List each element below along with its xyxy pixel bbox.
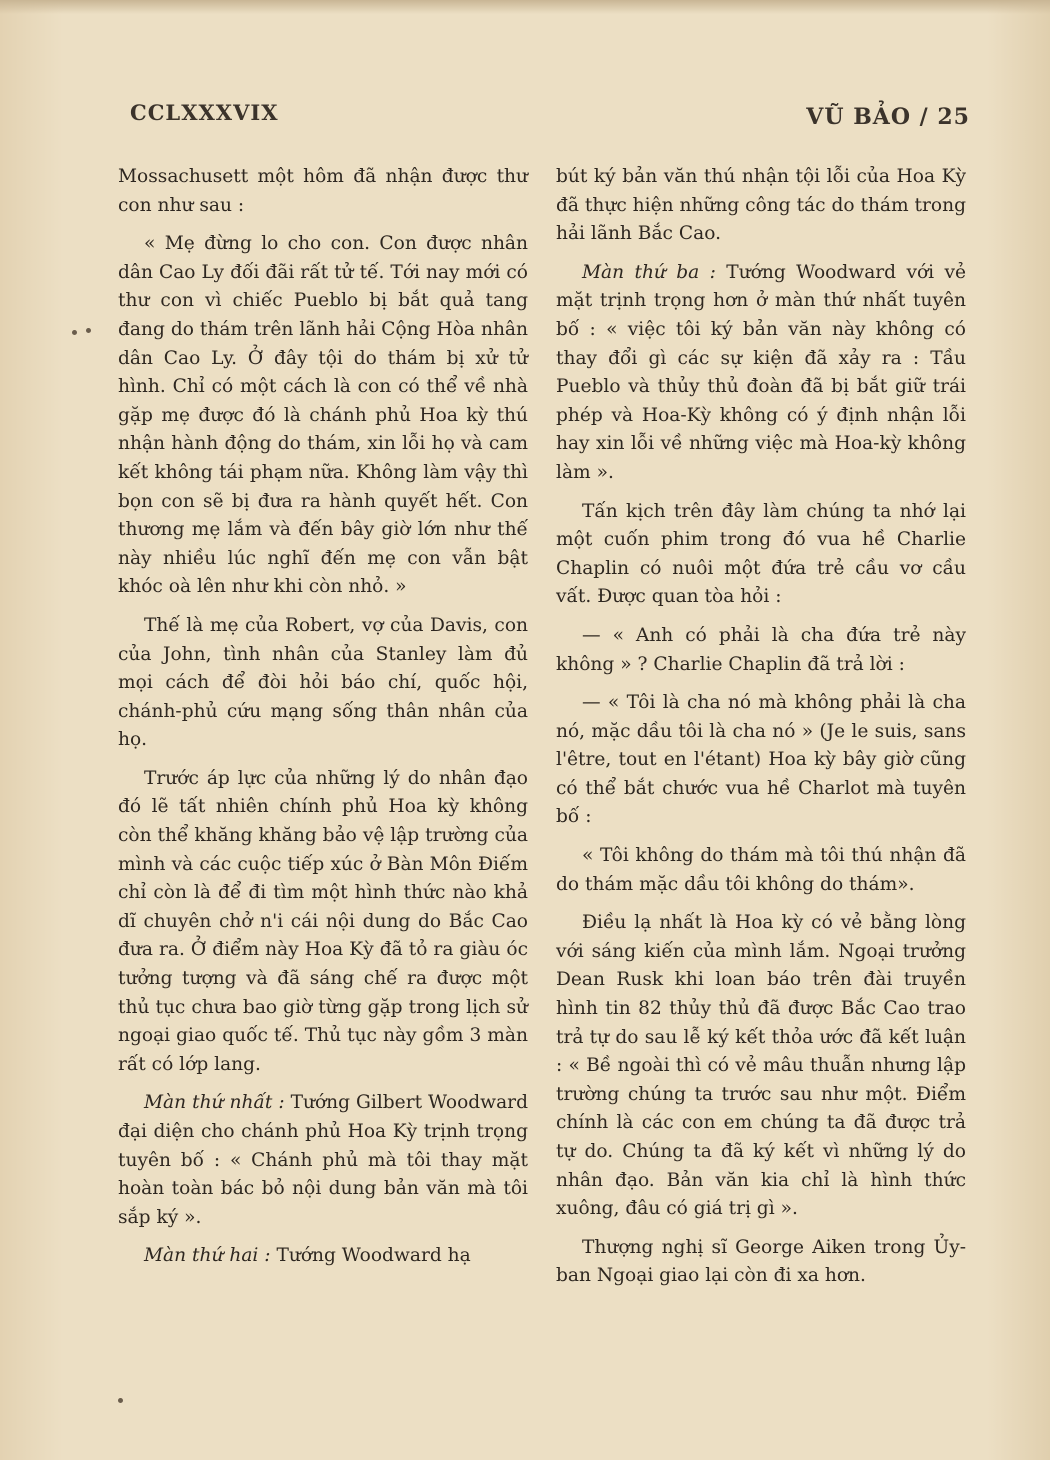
ink-speck xyxy=(72,330,77,335)
right-column xyxy=(556,163,966,1301)
header-code: CCLXXXVIX xyxy=(130,100,279,125)
running-title: VŨ BẢO / 25 xyxy=(806,104,970,130)
paragraph: Tấn kịch trên đây làm chúng ta nhớ lại một cuốn phim trong đó vua hề Charlie Chaplin có nuôi một đứa trẻ cầu vơ cầu vất. Được quan tòa hỏi : xyxy=(556,500,966,608)
act-label: Màn thứ ba : xyxy=(582,261,716,283)
paragraph: Điều lạ nhất là Hoa kỳ có vẻ bằng lòng với sáng kiến của mình lắm. Ngoại trưởng Dean Rusk khi loan báo trên đài truyền hình tin 82 thủy thủ đã được Bắc Cao trao trả tự do sau lễ ký kết thỏa ước đã kết luận : « Bề ngoài thì có vẻ mâu thuẫn nhưng lập trường chúng ta trước sau như một. Điểm chính là các con em chúng ta đã được trả tự do. Chúng ta đã ký kết vì những lý do nhân đạo. Bản văn kia chỉ là hình thức xuông, đâu có giá trị gì ». xyxy=(556,912,966,1220)
paragraph: Thế là mẹ của Robert, vợ của Davis, con của John, tình nhân của Stanley làm đủ mọi cách để đòi hỏi báo chí, quốc hội, chánh-phủ cứu mạng sống thân nhân của họ. xyxy=(118,614,528,751)
paragraph: « Tôi không do thám mà tôi thú nhận đã do thám mặc dầu tôi không do thám». xyxy=(556,845,966,895)
paragraph: Màn thứ ba : Tướng Woodward với vẻ mặt trịnh trọng hơn ở màn thứ nhất tuyên bố : « việc tôi ký bản văn này không có thay đổi gì các sự kiện đã xảy ra : Tầu Pueblo và thủy thủ đoàn đã bị bắt giữ trái phép và Hoa-Kỳ không có ý định nhận lỗi hay xin lỗi về những việc mà Hoa-kỳ không làm ». xyxy=(556,261,966,483)
paragraph: bút ký bản văn thú nhận tội lỗi của Hoa Kỳ đã thực hiện những công tác do thám trong hải lãnh Bắc Cao. xyxy=(556,166,966,245)
left-column xyxy=(118,163,528,1281)
page-header xyxy=(130,96,970,136)
paragraph: Màn thứ nhất : Tướng Gilbert Woodward đại diện cho chánh phủ Hoa Kỳ trịnh trọng tuyên bố : « Chánh phủ mà tôi thay mặt hoàn toàn bác bỏ nội dung bản văn mà tôi sắp ký ». xyxy=(118,1092,528,1228)
paragraph: Thượng nghị sĩ George Aiken trong Ủy-ban Ngoại giao lại còn đi xa hơn. xyxy=(556,1236,966,1287)
paragraph: — « Tôi là cha nó mà không phải là cha nó, mặc dầu tôi là cha nó » (Je le suis, sans l'être, tout en l'étant) Hoa kỳ bây giờ cũng có thể bắt chước vua hề Charlot mà tuyên bố : xyxy=(556,692,966,828)
ink-speck xyxy=(86,328,91,333)
paragraph: Trước áp lực của những lý do nhân đạo đó lẽ tất nhiên chính phủ Hoa kỳ không còn thể khăng khăng bảo vệ lập trường của mình và các cuộc tiếp xúc ở Bàn Môn Điếm chỉ còn là để đi tìm một hình thức nào khả dĩ chuyên chở n'i cái nội dung do Bắc Cao đưa ra. Ở điểm này Hoa Kỳ đã tỏ ra giàu óc tưởng tượng và đã sáng chế ra được một thủ tục chưa bao giờ từng gặp trong lịch sử ngoại giao quốc tế. Thủ tục này gồm 3 màn rất có lớp lang. xyxy=(118,767,528,1075)
act-label: Màn thứ nhất : xyxy=(144,1092,285,1114)
paragraph: Mossachusett một hôm đã nhận được thư con như sau : xyxy=(118,166,528,216)
paragraph: Màn thứ hai : Tướng Woodward hạ xyxy=(144,1245,471,1267)
paragraph: « Mẹ đừng lo cho con. Con được nhân dân Cao Ly đối đãi rất tử tế. Tới nay mới có thư con vì chiếc Pueblo bị bắt quả tang đang do thám trên lãnh hải Cộng Hòa nhân dân Cao Ly. Ở đây tội do thám bị xử tử hình. Chỉ có một cách là con có thể về nhà gặp mẹ được đó là chánh phủ Hoa kỳ thú nhận hành động do thám, xin lỗi họ và cam kết không tái phạm nữa. Không làm vậy thì bọn con sẽ bị đưa ra hành quyết hết. Con thương mẹ lắm và đến bây giờ lớn như thế này nhiều lúc nghĩ đến mẹ con vẫn bật khóc oà lên như khi còn nhỏ. » xyxy=(118,233,528,598)
paragraph: — « Anh có phải là cha đứa trẻ này không » ? Charlie Chaplin đã trả lời : xyxy=(556,624,966,675)
ink-speck xyxy=(118,1398,123,1403)
act-label: Màn thứ hai : xyxy=(144,1245,271,1267)
